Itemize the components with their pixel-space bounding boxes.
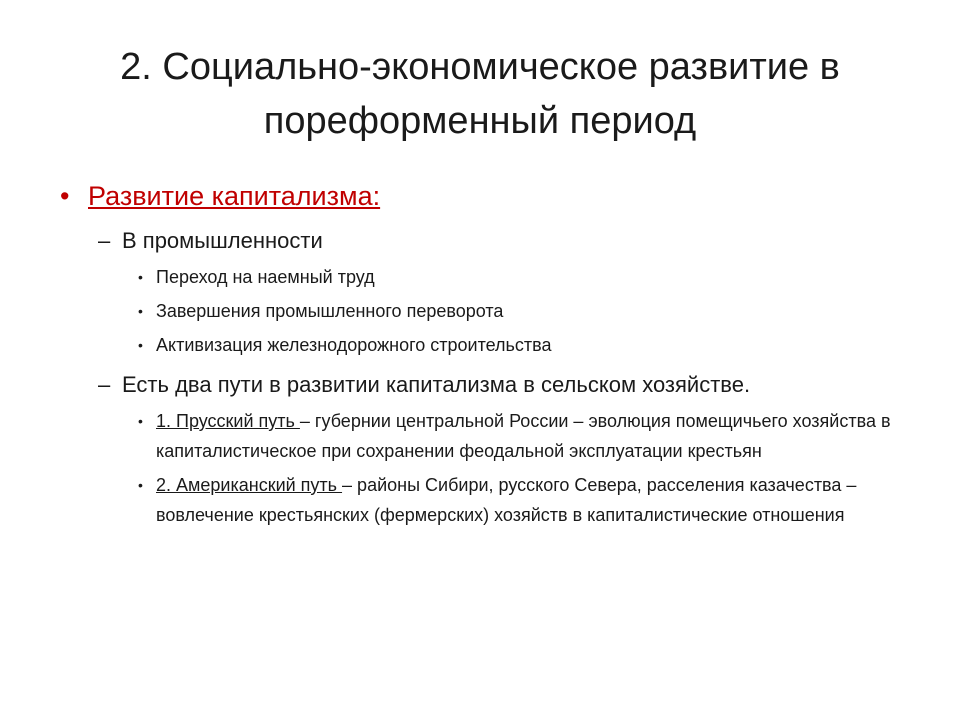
industry-item-text: Завершения промышленного переворота [156,301,504,321]
path-label: 2. Американский путь [156,475,343,495]
slide-title [60,40,900,148]
agriculture-heading-text: Есть два пути в развитии капитализма в сельском хозяйстве. [122,372,751,397]
industry-heading-text: В промышленности [122,228,323,253]
industry-item [60,330,920,360]
dash-icon: – [98,228,111,253]
industry-item [60,296,920,326]
path-text: – губернии центральной России – эволюция помещичьего хозяйства в капиталистическое при сохранении феодальной эксплуатации крестьян [156,411,891,461]
industry-item [60,262,920,292]
bullet-icon: • [138,477,143,493]
title-line-1: 2. Социально-экономическое развитие в [120,46,840,88]
title-line-2: пореформенный период [263,100,697,142]
agriculture-path [60,470,920,530]
bullet-icon: • [138,269,143,285]
bullet-icon: • [138,337,143,353]
main-point [60,176,920,216]
bullet-icon: • [138,413,143,429]
path-text: – районы Сибири, русского Севера, расселения казачества – вовлечение крестьянских (фермерских) хозяйств в капиталистические отношения [156,475,857,525]
industry-item-text: Активизация железнодорожного строительства [156,335,552,355]
path-label: 1. Прусский путь [156,411,300,431]
industry-item-text: Переход на наемный труд [156,267,375,287]
agriculture-path [60,406,920,466]
dash-icon: – [98,372,111,397]
bullet-icon: • [138,303,143,319]
main-point-text: Развитие капитализма: [88,181,381,211]
agriculture-heading [60,368,920,402]
industry-heading [60,224,920,258]
slide-content [60,176,920,530]
bullet-icon: • [60,181,70,211]
